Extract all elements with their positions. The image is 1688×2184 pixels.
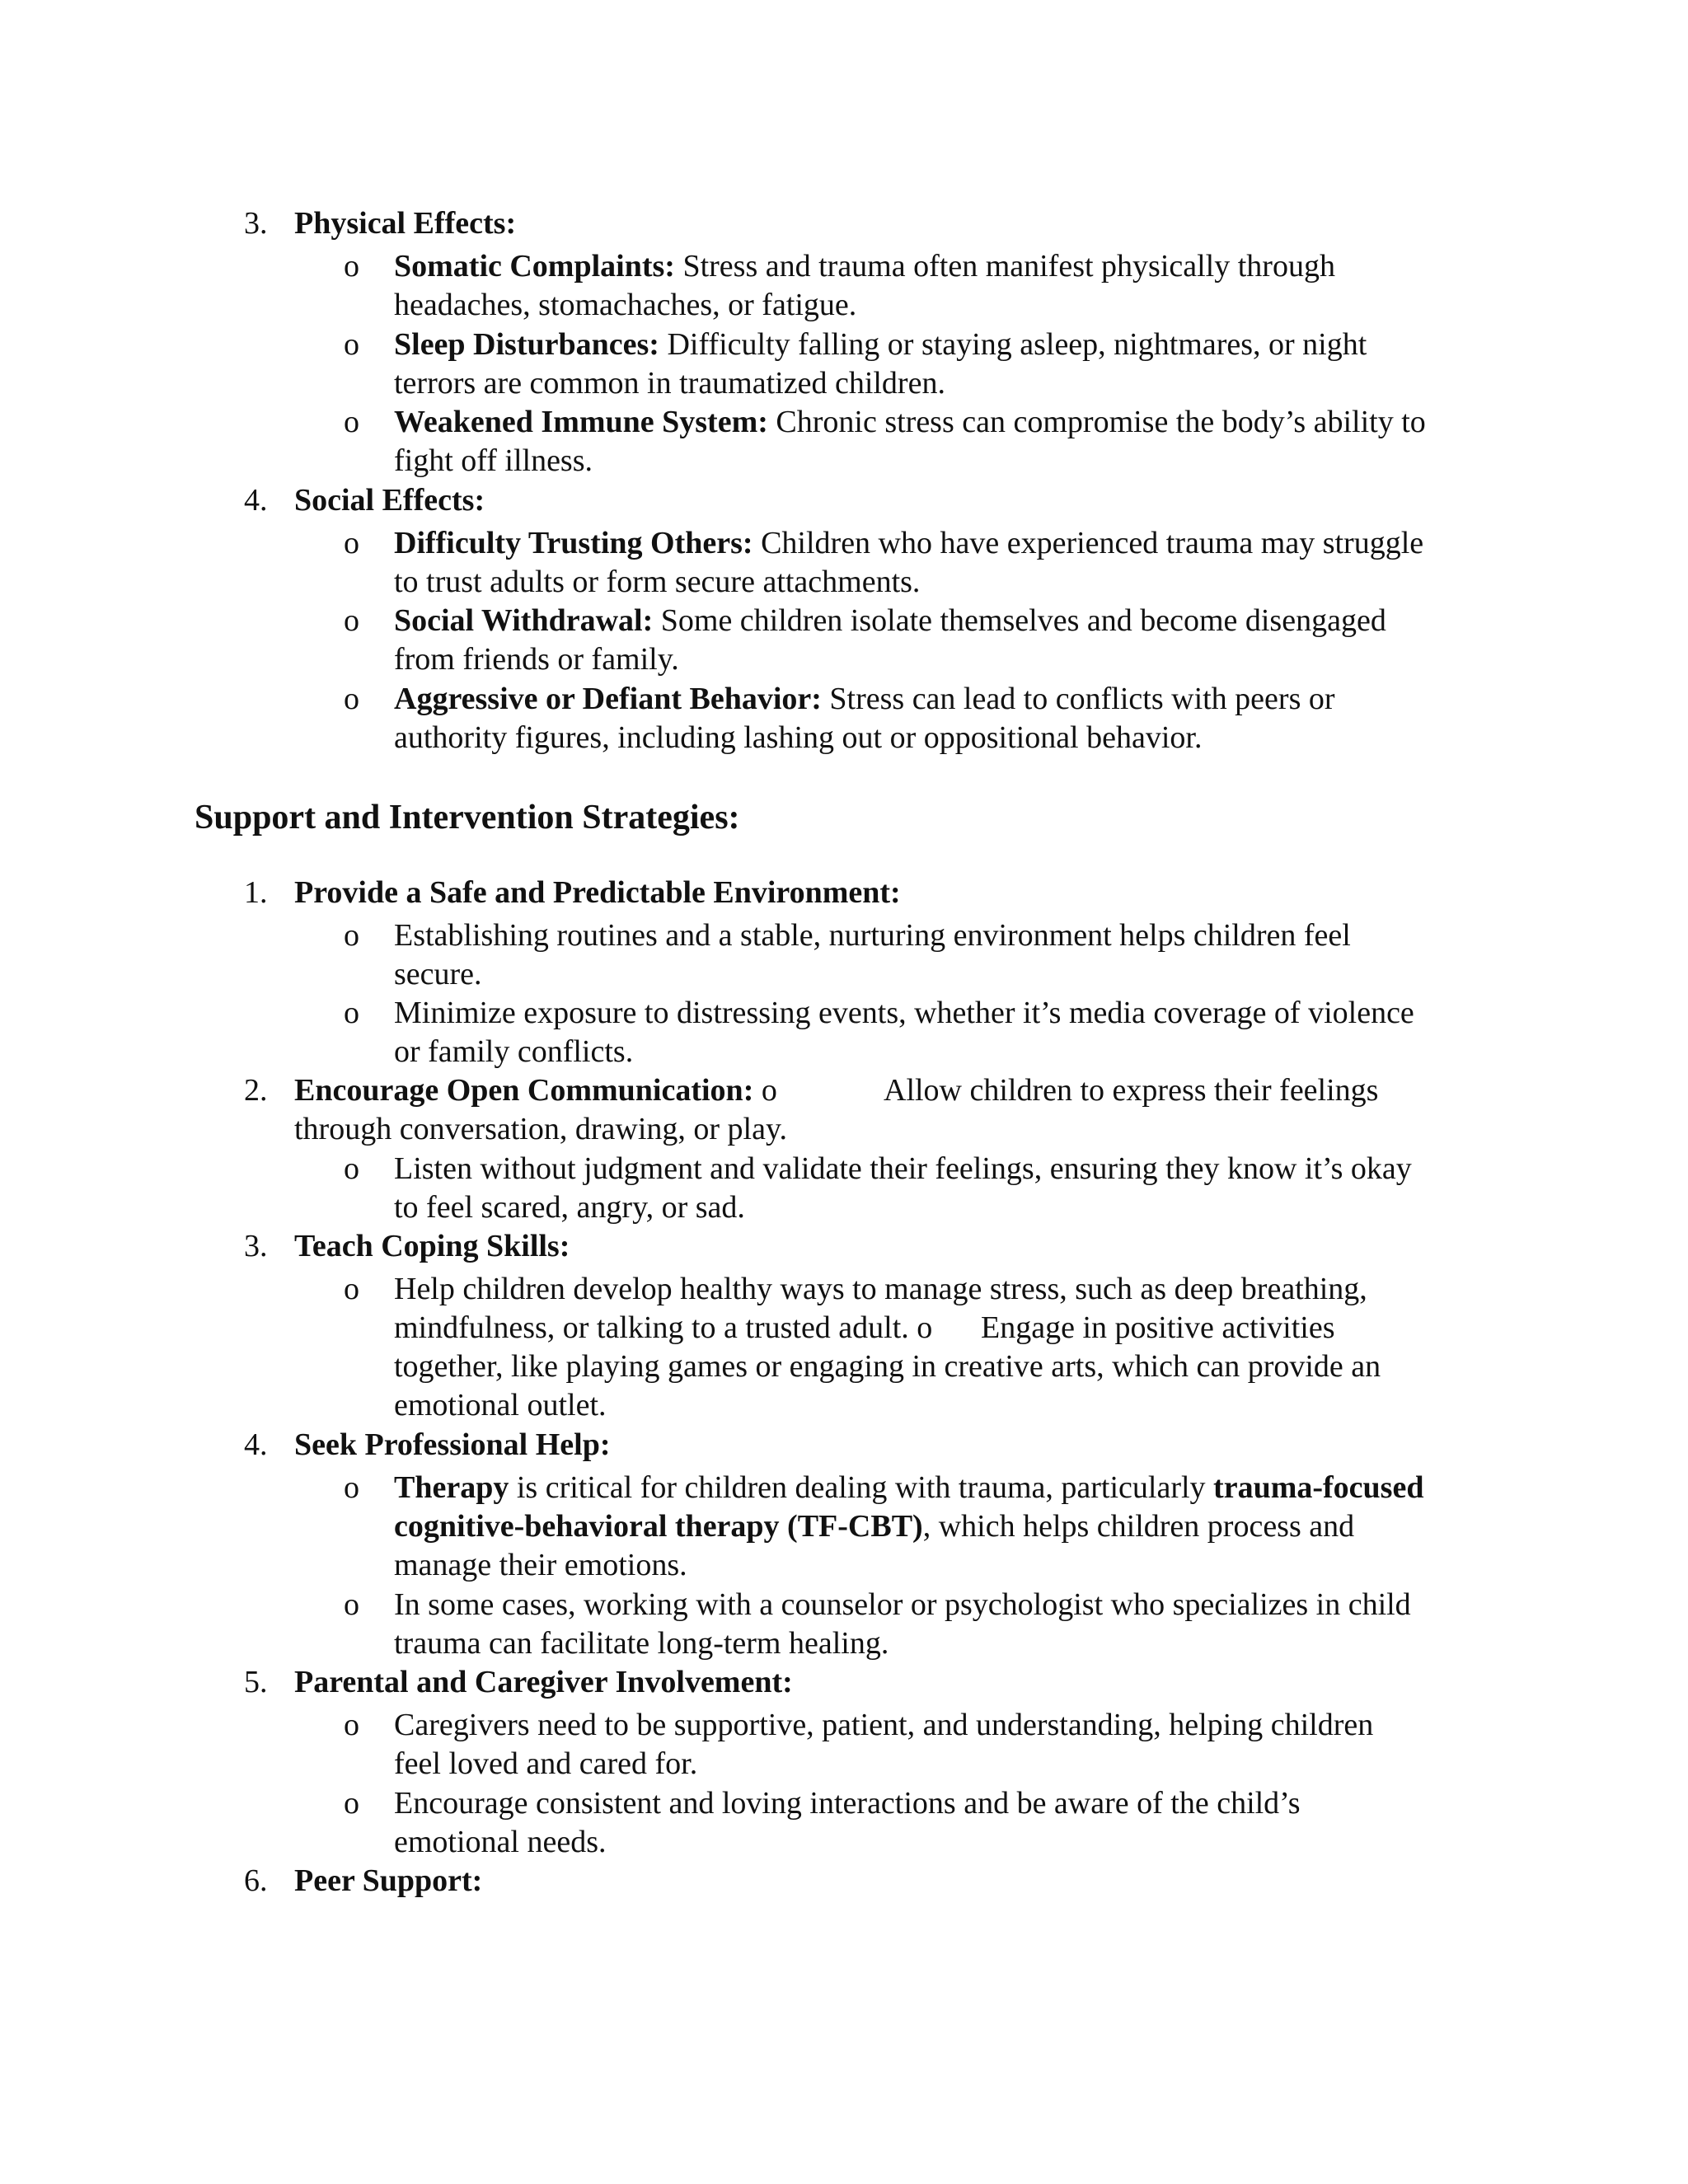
- bullet-line: from friends or family.: [394, 642, 679, 677]
- bullet-marker: o: [344, 405, 359, 439]
- bullet-text: [394, 680, 1335, 719]
- bullet-line: Help children develop healthy ways to manage stress, such as deep breathing,: [394, 1272, 1367, 1306]
- bullet-line: fight off illness.: [394, 443, 593, 478]
- bullet-marker: o: [344, 1587, 359, 1622]
- bullet-marker: o: [344, 1470, 359, 1505]
- list-item-title: Provide a Safe and Predictable Environment:: [294, 875, 901, 910]
- bullet-line: is critical for children dealing with trauma, particularly: [509, 1470, 1214, 1505]
- bullet-line: Establishing routines and a stable, nurturing environment helps children feel: [394, 918, 1351, 953]
- list-number: 4.: [244, 483, 268, 518]
- bullet-line: terrors are common in traumatized children.: [394, 366, 945, 401]
- list-item-title: Teach Coping Skills:: [294, 1229, 570, 1263]
- bullet-term: Aggressive or Defiant Behavior:: [394, 682, 822, 716]
- bullet-text: [394, 1507, 1354, 1546]
- bullet-line: authority figures, including lashing out or oppositional behavior.: [394, 720, 1203, 755]
- section-heading: Support and Intervention Strategies:: [195, 799, 740, 837]
- bullet-line: Engage in positive activities: [981, 1310, 1335, 1345]
- bullet-line: Allow children to express their feelings: [884, 1073, 1379, 1108]
- bullet-line: feel loved and cared for.: [394, 1746, 698, 1781]
- bullet-line: Minimize exposure to distressing events, whether it’s media coverage of violence: [394, 996, 1414, 1030]
- bullet-line: Children who have experienced trauma may struggle: [753, 526, 1424, 560]
- bullet-term: Somatic Complaints:: [394, 249, 675, 284]
- list-item-continuation: through conversation, drawing, or play.: [294, 1112, 787, 1146]
- bullet-marker: o: [344, 996, 359, 1030]
- bullet-line: trauma can facilitate long-term healing.: [394, 1626, 889, 1661]
- bullet-line: to feel scared, angry, or sad.: [394, 1190, 745, 1225]
- bullet-line: , which helps children process and: [922, 1509, 1355, 1544]
- bullet-line: emotional outlet.: [394, 1388, 607, 1422]
- bullet-text: [394, 524, 1423, 563]
- bullet-term: trauma-focused: [1213, 1470, 1424, 1505]
- bullet-marker: o: [344, 1272, 359, 1306]
- bullet-line: to trust adults or form secure attachments.: [394, 565, 921, 599]
- bullet-line: Caregivers need to be supportive, patient, and understanding, helping children: [394, 1708, 1374, 1742]
- bullet-marker: o: [344, 1708, 359, 1742]
- list-item-title: Encourage Open Communication:: [294, 1073, 754, 1108]
- bullet-text: [394, 602, 1386, 640]
- list-item-title: Physical Effects:: [294, 206, 517, 241]
- bullet-term: Difficulty Trusting Others:: [394, 526, 753, 560]
- bullet-term: Therapy: [394, 1470, 509, 1505]
- bullet-term: Weakened Immune System:: [394, 405, 768, 439]
- list-number: 3.: [244, 1229, 268, 1263]
- bullet-marker: o: [344, 1151, 359, 1186]
- list-item-title: Peer Support:: [294, 1863, 483, 1898]
- bullet-text: [394, 326, 1367, 364]
- bullet-term: cognitive-behavioral therapy (TF-CBT): [394, 1509, 923, 1544]
- bullet-term: Social Withdrawal:: [394, 603, 654, 638]
- list-item-title: Parental and Caregiver Involvement:: [294, 1665, 793, 1699]
- bullet-marker: o: [344, 327, 359, 362]
- bullet-text: [394, 247, 1335, 286]
- bullet-line: mindfulness, or talking to a trusted adult. o: [394, 1310, 933, 1345]
- list-item-title: Seek Professional Help:: [294, 1427, 611, 1462]
- bullet-marker: o: [344, 526, 359, 560]
- bullet-line: Encourage consistent and loving interactions and be aware of the child’s: [394, 1786, 1301, 1821]
- list-number: 6.: [244, 1863, 268, 1898]
- list-number: 3.: [244, 206, 268, 241]
- bullet-line: Difficulty falling or staying asleep, nightmares, or night: [659, 327, 1367, 362]
- bullet-marker: o: [761, 1073, 777, 1108]
- bullet-marker: o: [344, 1786, 359, 1821]
- bullet-text: [394, 1469, 1423, 1507]
- bullet-marker: o: [344, 249, 359, 284]
- bullet-line: In some cases, working with a counselor or psychologist who specializes in child: [394, 1587, 1411, 1622]
- bullet-line: Stress can lead to conflicts with peers or: [821, 682, 1335, 716]
- bullet-line: Stress and trauma often manifest physically through: [674, 249, 1335, 284]
- bullet-text: [394, 403, 1426, 442]
- list-number: 4.: [244, 1427, 268, 1462]
- bullet-line: or family conflicts.: [394, 1034, 634, 1069]
- bullet-line: manage their emotions.: [394, 1548, 687, 1582]
- list-item-line: [294, 1071, 777, 1110]
- list-item-title: Social Effects:: [294, 483, 485, 518]
- bullet-line: Listen without judgment and validate their feelings, ensuring they know it’s okay: [394, 1151, 1412, 1186]
- bullet-line: Some children isolate themselves and become disengaged: [653, 603, 1386, 638]
- bullet-line: headaches, stomachaches, or fatigue.: [394, 288, 857, 322]
- bullet-term: Sleep Disturbances:: [394, 327, 659, 362]
- list-number: 5.: [244, 1665, 268, 1699]
- bullet-marker: o: [344, 918, 359, 953]
- bullet-line: Chronic stress can compromise the body’s ability to: [767, 405, 1426, 439]
- list-number: 2.: [244, 1073, 268, 1108]
- bullet-marker: o: [344, 603, 359, 638]
- list-number: 1.: [244, 875, 268, 910]
- bullet-marker: o: [344, 682, 359, 716]
- bullet-line: secure.: [394, 957, 482, 991]
- bullet-line: emotional needs.: [394, 1825, 607, 1859]
- bullet-line: together, like playing games or engaging in creative arts, which can provide an: [394, 1349, 1381, 1384]
